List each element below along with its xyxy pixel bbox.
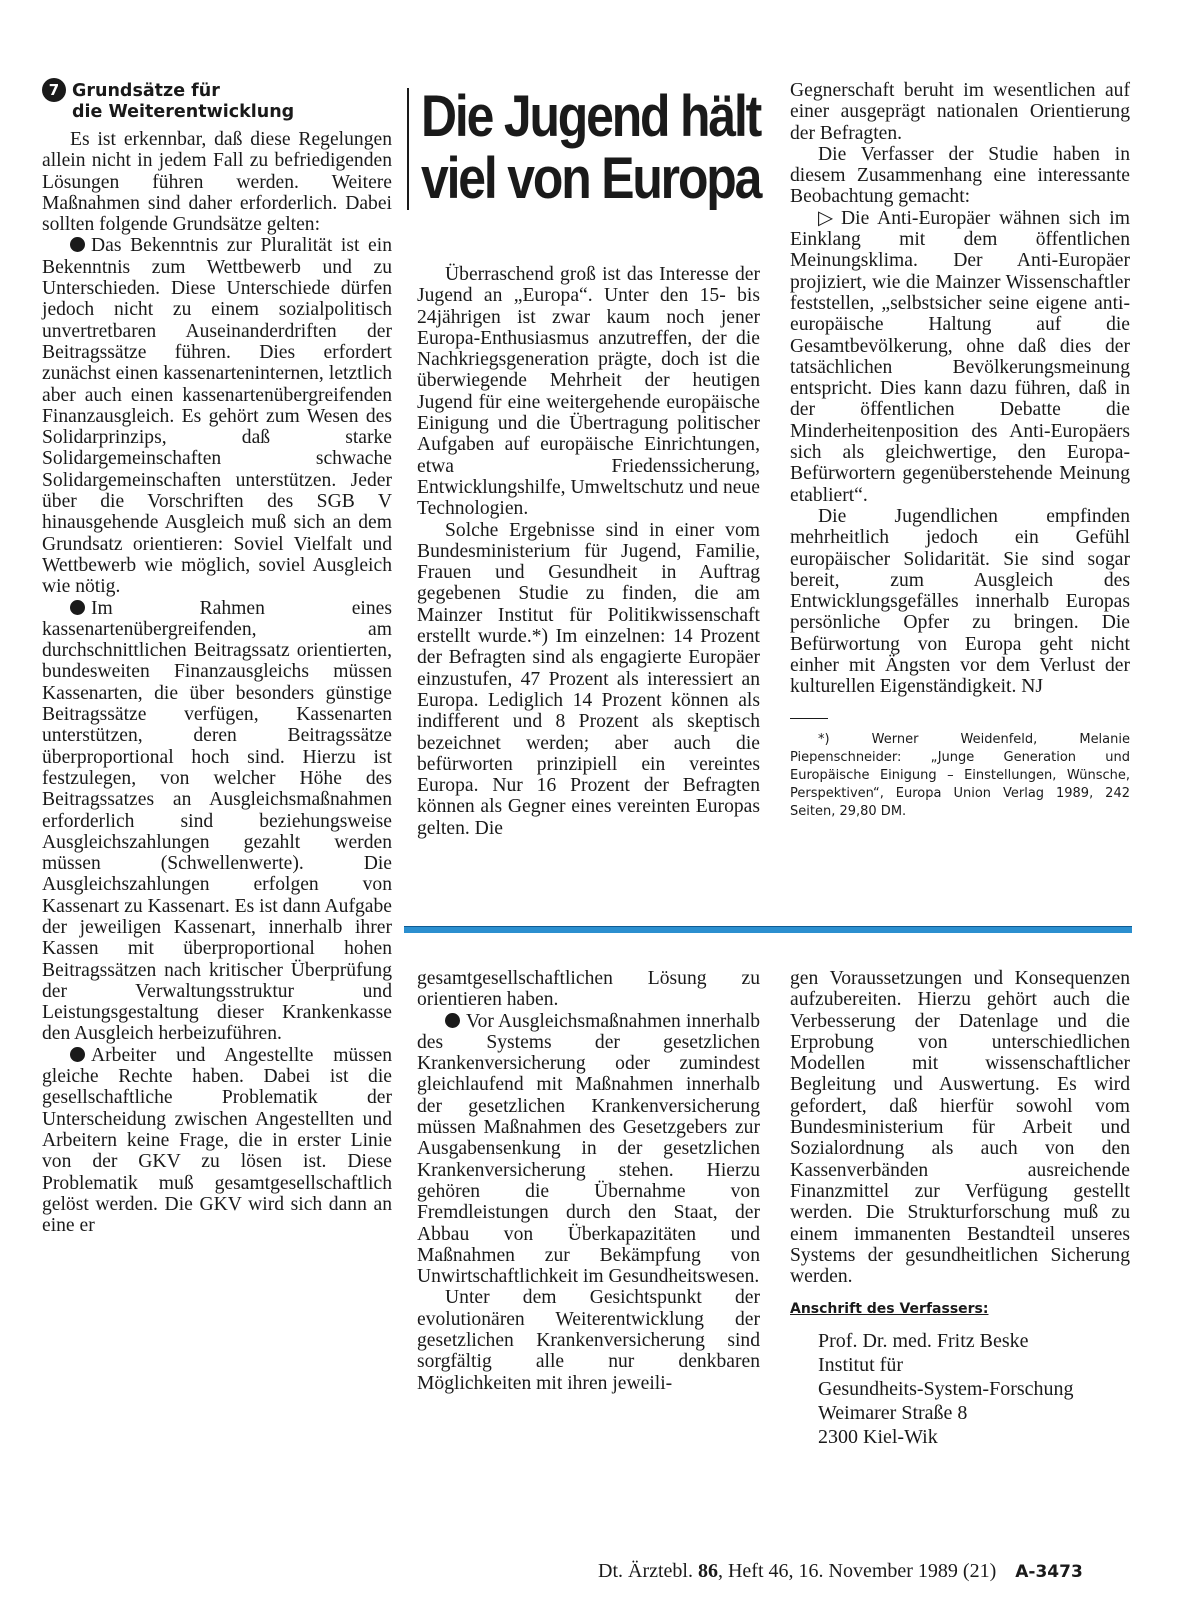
- paragraph: Die Jugendlichen empfinden mehrheitlich jedoch ein Gefühl europäischer Solidarität. Sie sind sogar bereit, zum Ausgleich des Entwicklungsgefälles innerhalb Europas persönliche Opfer zu bringen. Die Befürwortung von Europa geht nicht einher mit Ängsten vor dem Verlust der kulturellen Eigenständigkeit. NJ: [790, 505, 1130, 698]
- section-title-line-1: Grundsätze für: [72, 81, 220, 101]
- blue-divider-band: [404, 926, 1132, 933]
- paragraph: gesamtgesellschaftlichen Lösung zu orientieren haben.: [417, 968, 760, 1011]
- paragraph: Solche Ergebnisse sind in einer vom Bundesministerium für Jugend, Familie, Frauen und Gesundheit in Auftrag gegebenen Studie zu finden, die am Mainzer Institut für Politikwissenschaft erstellt wurde.*) Im einzelnen: 14 Prozent der Befragten sind als engagierte Europäer einzustufen, 47 Prozent als interessiert an Europa. Lediglich 14 Prozent können als indifferent und 8 Prozent als skeptisch bezeichnet werden; aber auch die befürworten prinzipiell ein vereintes Europa. Nur 16 Prozent der Befragten können als Gegner eines vereinten Europas gelten. Die: [417, 519, 760, 839]
- paragraph: Die Verfasser der Studie haben in diesem Zusammenhang eine interessante Beobachtung gemacht:: [790, 143, 1130, 208]
- bullet-icon: [70, 600, 85, 615]
- paragraph: Gegnerschaft beruht im wesentlichen auf einer ausgeprägt nationalen Orientierung der Befragten.: [790, 80, 1130, 144]
- paragraph: Vor Ausgleichsmaßnahmen innerhalb des Systems der gesetzlichen Krankenversicherung oder zumindest gleichlaufend mit Maßnahmen innerhalb der gesetzlichen Krankenversicherung müssen Maßnahmen des Gesetzgebers zur Ausgabensenkung in der gesetzlichen Krankenversicherung stehen. Hierzu gehören die Übernahme von Fremdleistungen durch den Staat, der Abbau von Überkapazitäten und Maßnahmen zur Bekämpfung von Unwirtschaftlichkeit im Gesundheitswesen.: [417, 1010, 760, 1288]
- paragraph: Im Rahmen eines kassenartenübergreifenden, am durchschnittlichen Beitragssatz orientierten, bundesweiten Finanzausgleichs müssen Kassenarten, die über besonders günstige Beitragssätze verfügen, Kassenarten unterstützen, deren Beitragssätze überproportional hoch sind. Hierzu ist festzulegen, von welcher Höhe des Beitragssatzes an Ausgleichsmaßnahmen erforderlich sind beziehungsweise Ausgleichszahlungen gezahlt werden müssen (Schwellenwerte). Die Ausgleichszahlungen erfolgen von Kassenart zu Kassenart. Es ist dann Aufgabe der jeweiligen Kassenart, innerhalb ihrer Kassen mit überproportional hohen Beitragssätzen nach kritischer Überprüfung der Verwaltungsstruktur und Leistungsgestaltung dieser Krankenkasse den Ausgleich herbeizuführen.: [42, 597, 392, 1045]
- section-heading: [42, 78, 392, 123]
- address-line: Institut für: [818, 1353, 903, 1376]
- column-left: [42, 78, 392, 1236]
- page-footer: [598, 1560, 1083, 1583]
- triangle-marker-icon: ▷: [818, 207, 838, 229]
- paragraph: gen Voraussetzungen und Konsequenzen aufzubereiten. Hierzu gehört auch die Verbesserung der Datenlage und die Erprobung von unterschiedlichen Modellen mit wissenschaftlicher Begleitung und Auswertung. Es wird gefordert, daß hierfür sowohl vom Bundesministerium für Arbeit und Sozialordnung als auch von den Kassenverbänden ausreichende Finanzmittel zur Verfügung gestellt werden. Die Strukturforschung muß zu einem immanenten Bestandteil unseres Systems der gesundheitlichen Sicherung werden.: [790, 968, 1130, 1288]
- page-number: A-3473: [1015, 1562, 1083, 1582]
- journal-name: Dt. Ärztebl.: [598, 1560, 693, 1582]
- footnote-rule: [790, 718, 828, 719]
- address-title: Anschrift des Verfassers:: [790, 1301, 989, 1318]
- bullet-icon: [445, 1013, 460, 1028]
- address-line: Gesundheits-System-Forschung: [818, 1377, 1074, 1400]
- section-number-badge: 7: [42, 78, 66, 102]
- address-line: Weimarer Straße 8: [818, 1401, 968, 1424]
- paragraph: Unter dem Gesichtspunkt der evolutionären Weiterentwicklung der gesetzlichen Krankenversicherung sind sorgfältig alle nur denkbaren Möglichkeiten mit ihren jeweili-: [417, 1287, 760, 1394]
- headline-line-2: viel von Europa: [421, 146, 761, 211]
- address-line: Prof. Dr. med. Fritz Beske: [818, 1329, 1029, 1352]
- article-column-1: [417, 80, 760, 839]
- column-right-lower: [790, 968, 1130, 1449]
- column-middle-lower: [417, 968, 760, 1394]
- address-line: 2300 Kiel-Wik: [818, 1425, 938, 1448]
- paragraph: Es ist erkennbar, daß diese Regelungen allein nicht in jedem Fall zu befriedigenden Lösungen führen werden. Weitere Maßnahmen sind daher erforderlich. Dabei sollten folgende Grundsätze gelten:: [42, 129, 392, 236]
- headline-rule: [407, 88, 409, 210]
- paragraph: Die Anti-Europäer wähnen sich im Einklang mit dem öffentlichen Meinungsklima. Der Anti-Europäer projiziert, wie die Mainzer Wissenschaftler feststellen, „selbstsicher seine eigene anti-europäische Haltung auf die Gesamtbevölkerung, ohne daß dies der tatsächlichen Bevölkerungsmeinung entspricht. Dies kann dazu führen, daß in der öffentlichen Debatte die Minderheitenposition des Anti-Europäers sich als gleichwertige, den Europa-Befürwortern gegenüberstehende Meinung etabliert“.: [790, 207, 1130, 506]
- paragraph: Arbeiter und Angestellte müssen gleiche Rechte haben. Dabei ist die gesellschaftliche Problematik der Unterscheidung zwischen Angestellten und Arbeitern keine Frage, die in erster Linie von der GKV zu lösen ist. Diese Problematik muß gesamtgesellschaftlich gelöst werden. Die GKV wird sich dann an eine er: [42, 1044, 392, 1237]
- bullet-icon: [70, 237, 85, 252]
- article-column-2: [790, 80, 1130, 821]
- paragraph: Überraschend groß ist das Interesse der Jugend an „Europa“. Unter den 15- bis 24jährigen ist zwar kaum noch jener Europa-Enthusiasmus anzutreffen, der die Nachkriegsgeneration prägte, doch ist die überwiegende Mehrheit der heutigen Jugend für eine weitergehende europäische Einigung und die Übertragung politischer Aufgaben auf europäische Einrichtungen, etwa Friedenssicherung, Entwicklungshilfe, Umweltschutz und neue Technologien.: [417, 264, 760, 520]
- issue-info: , Heft 46, 16. November 1989 (21): [717, 1560, 997, 1582]
- paragraph: Das Bekenntnis zur Pluralität ist ein Bekenntnis zum Wettbewerb und zu Unterschieden. Diese Unterschiede dürfen jedoch nicht zu einem sozialpolitisch unvertretbaren Auseinanderdriften der Beitragssätze führen. Dies erfordert zunächst einen kassenarteninternen, letztlich aber auch einen kassenartenübergreifenden Finanzausgleich. Es gehört zum Wesen des Solidarprinzips, daß starke Solidargemeinschaften schwache Solidargemeinschaften unterstützen. Jeder über die Vorschriften des SGB V hinausgehende Ausgleich muß sich an dem Grundsatz orientieren: Soviel Vielfalt und Wettbewerb wie möglich, soviel Ausgleich wie nötig.: [42, 235, 392, 598]
- bullet-icon: [70, 1047, 85, 1062]
- volume-number: 86: [697, 1560, 718, 1582]
- footnote: *) Werner Weidenfeld, Melanie Piepenschneider: „Junge Generation und Europäische Einigung – Einstellungen, Wünsche, Perspektiven“, Europa Union Verlag 1989, 242 Seiten, 29,80 DM.: [790, 731, 1130, 819]
- article-headline: [421, 84, 761, 211]
- section-title-line-2: die Weiterentwicklung: [72, 102, 295, 122]
- headline-line-1: Die Jugend hält: [421, 84, 761, 149]
